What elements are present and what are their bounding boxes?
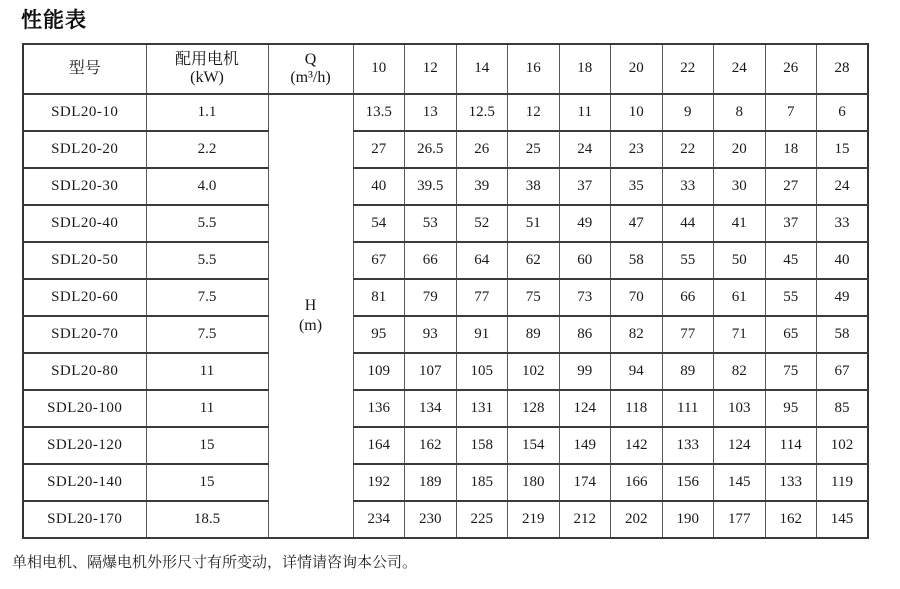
head-value-cell: 128 xyxy=(508,390,560,427)
head-value-cell: 39.5 xyxy=(405,168,457,205)
head-value-cell: 164 xyxy=(353,427,405,464)
head-value-cell: 64 xyxy=(456,242,508,279)
head-value-cell: 20 xyxy=(714,131,766,168)
table-row xyxy=(23,316,868,353)
page-title: 性能表 xyxy=(21,9,87,32)
head-value-cell: 9 xyxy=(662,94,714,131)
head-value-cell: 18 xyxy=(765,131,817,168)
head-value-cell: 154 xyxy=(508,427,560,464)
head-value-cell: 61 xyxy=(714,279,766,316)
model-cell: SDL20-100 xyxy=(23,390,146,427)
head-value-cell: 105 xyxy=(456,353,508,390)
head-value-cell: 41 xyxy=(714,205,766,242)
table-row xyxy=(23,464,868,501)
head-value-cell: 58 xyxy=(611,242,663,279)
head-value-cell: 26 xyxy=(456,131,508,168)
head-value-cell: 82 xyxy=(714,353,766,390)
head-value-cell: 26.5 xyxy=(405,131,457,168)
head-value-cell: 52 xyxy=(456,205,508,242)
head-value-cell: 27 xyxy=(353,131,405,168)
model-cell: SDL20-40 xyxy=(23,205,146,242)
head-value-cell: 44 xyxy=(662,205,714,242)
head-value-cell: 234 xyxy=(353,501,405,538)
head-value-cell: 145 xyxy=(817,501,869,538)
head-value-cell: 58 xyxy=(817,316,869,353)
head-value-cell: 47 xyxy=(611,205,663,242)
header-motor-power-label: 配用电机 xyxy=(174,50,239,68)
head-value-cell: 53 xyxy=(405,205,457,242)
head-value-cell: 102 xyxy=(508,353,560,390)
head-value-cell: 166 xyxy=(611,464,663,501)
head-value-cell: 86 xyxy=(559,316,611,353)
head-value-cell: 62 xyxy=(508,242,560,279)
head-value-cell: 40 xyxy=(353,168,405,205)
head-value-cell: 162 xyxy=(765,501,817,538)
head-value-cell: 77 xyxy=(662,316,714,353)
head-value-cell: 192 xyxy=(353,464,405,501)
table-row xyxy=(23,242,868,279)
table-row xyxy=(23,279,868,316)
head-value-cell: 202 xyxy=(611,501,663,538)
head-unit-cell xyxy=(268,94,353,538)
table-row xyxy=(23,353,868,390)
head-value-cell: 230 xyxy=(405,501,457,538)
power-cell: 11 xyxy=(146,390,268,427)
head-value-cell: 185 xyxy=(456,464,508,501)
head-value-cell: 67 xyxy=(353,242,405,279)
head-value-cell: 38 xyxy=(508,168,560,205)
head-value-cell: 95 xyxy=(765,390,817,427)
head-value-cell: 77 xyxy=(456,279,508,316)
model-cell: SDL20-30 xyxy=(23,168,146,205)
header-motor-power-unit: (kW) xyxy=(190,69,224,86)
flow-header-cell: 16 xyxy=(508,44,560,94)
head-value-cell: 37 xyxy=(559,168,611,205)
head-value-cell: 82 xyxy=(611,316,663,353)
head-value-cell: 219 xyxy=(508,501,560,538)
head-value-cell: 65 xyxy=(765,316,817,353)
header-motor-power xyxy=(146,44,268,94)
table-row xyxy=(23,390,868,427)
head-value-cell: 66 xyxy=(405,242,457,279)
head-value-cell: 75 xyxy=(765,353,817,390)
model-cell: SDL20-60 xyxy=(23,279,146,316)
head-value-cell: 13 xyxy=(405,94,457,131)
head-value-cell: 13.5 xyxy=(353,94,405,131)
header-model: 型号 xyxy=(23,44,146,94)
head-value-cell: 145 xyxy=(714,464,766,501)
head-value-cell: 79 xyxy=(405,279,457,316)
power-cell: 15 xyxy=(146,427,268,464)
power-cell: 5.5 xyxy=(146,242,268,279)
head-value-cell: 75 xyxy=(508,279,560,316)
head-value-cell: 134 xyxy=(405,390,457,427)
power-cell: 5.5 xyxy=(146,205,268,242)
head-value-cell: 27 xyxy=(765,168,817,205)
model-cell: SDL20-80 xyxy=(23,353,146,390)
flow-header-cell: 14 xyxy=(456,44,508,94)
head-value-cell: 71 xyxy=(714,316,766,353)
header-row xyxy=(23,44,868,94)
table-row xyxy=(23,501,868,538)
power-cell: 2.2 xyxy=(146,131,268,168)
head-value-cell: 55 xyxy=(765,279,817,316)
flow-header-cell: 22 xyxy=(662,44,714,94)
table-row xyxy=(23,205,868,242)
head-value-cell: 60 xyxy=(559,242,611,279)
head-value-cell: 124 xyxy=(559,390,611,427)
flow-header-cell: 24 xyxy=(714,44,766,94)
power-cell: 1.1 xyxy=(146,94,268,131)
head-value-cell: 109 xyxy=(353,353,405,390)
flow-header-cell: 18 xyxy=(559,44,611,94)
flow-header-cell: 26 xyxy=(765,44,817,94)
head-value-cell: 8 xyxy=(714,94,766,131)
head-value-cell: 89 xyxy=(508,316,560,353)
head-value-cell: 50 xyxy=(714,242,766,279)
head-value-cell: 158 xyxy=(456,427,508,464)
head-value-cell: 54 xyxy=(353,205,405,242)
head-value-cell: 11 xyxy=(559,94,611,131)
head-value-cell: 136 xyxy=(353,390,405,427)
power-cell: 11 xyxy=(146,353,268,390)
flow-header-cell: 28 xyxy=(817,44,869,94)
head-value-cell: 94 xyxy=(611,353,663,390)
head-value-cell: 111 xyxy=(662,390,714,427)
head-value-cell: 114 xyxy=(765,427,817,464)
head-value-cell: 6 xyxy=(817,94,869,131)
head-value-cell: 12.5 xyxy=(456,94,508,131)
head-value-cell: 39 xyxy=(456,168,508,205)
head-symbol: H xyxy=(304,297,317,314)
model-cell: SDL20-170 xyxy=(23,501,146,538)
head-value-cell: 93 xyxy=(405,316,457,353)
head-value-cell: 30 xyxy=(714,168,766,205)
head-value-cell: 67 xyxy=(817,353,869,390)
table-row xyxy=(23,94,868,131)
head-value-cell: 49 xyxy=(559,205,611,242)
head-value-cell: 35 xyxy=(611,168,663,205)
head-value-cell: 162 xyxy=(405,427,457,464)
head-value-cell: 99 xyxy=(559,353,611,390)
head-value-cell: 131 xyxy=(456,390,508,427)
head-value-cell: 118 xyxy=(611,390,663,427)
head-value-cell: 55 xyxy=(662,242,714,279)
head-value-cell: 45 xyxy=(765,242,817,279)
model-cell: SDL20-70 xyxy=(23,316,146,353)
power-cell: 7.5 xyxy=(146,279,268,316)
head-value-cell: 102 xyxy=(817,427,869,464)
head-value-cell: 142 xyxy=(611,427,663,464)
head-value-cell: 15 xyxy=(817,131,869,168)
head-value-cell: 33 xyxy=(817,205,869,242)
flow-header-cell: 10 xyxy=(353,44,405,94)
head-value-cell: 133 xyxy=(765,464,817,501)
head-value-cell: 37 xyxy=(765,205,817,242)
head-value-cell: 40 xyxy=(817,242,869,279)
head-value-cell: 133 xyxy=(662,427,714,464)
head-value-cell: 174 xyxy=(559,464,611,501)
power-cell: 7.5 xyxy=(146,316,268,353)
head-value-cell: 70 xyxy=(611,279,663,316)
head-value-cell: 7 xyxy=(765,94,817,131)
footnote: 单相电机、隔爆电机外形尺寸有所变动，详情请咨询本公司。 xyxy=(12,554,418,571)
head-value-cell: 212 xyxy=(559,501,611,538)
model-cell: SDL20-50 xyxy=(23,242,146,279)
head-value-cell: 149 xyxy=(559,427,611,464)
head-value-cell: 225 xyxy=(456,501,508,538)
power-cell: 4.0 xyxy=(146,168,268,205)
head-value-cell: 51 xyxy=(508,205,560,242)
head-value-cell: 180 xyxy=(508,464,560,501)
head-value-cell: 24 xyxy=(817,168,869,205)
model-cell: SDL20-10 xyxy=(23,94,146,131)
model-cell: SDL20-120 xyxy=(23,427,146,464)
head-value-cell: 124 xyxy=(714,427,766,464)
head-value-cell: 156 xyxy=(662,464,714,501)
model-cell: SDL20-140 xyxy=(23,464,146,501)
head-value-cell: 24 xyxy=(559,131,611,168)
header-flow-symbol: Q xyxy=(304,50,317,68)
head-value-cell: 81 xyxy=(353,279,405,316)
head-value-cell: 91 xyxy=(456,316,508,353)
table-row xyxy=(23,427,868,464)
head-value-cell: 107 xyxy=(405,353,457,390)
table-row xyxy=(23,131,868,168)
header-flow-unit: (m³/h) xyxy=(290,69,331,86)
head-value-cell: 33 xyxy=(662,168,714,205)
header-flow-q xyxy=(268,44,353,94)
flow-header-cell: 20 xyxy=(611,44,663,94)
head-value-cell: 49 xyxy=(817,279,869,316)
head-value-cell: 66 xyxy=(662,279,714,316)
head-value-cell: 10 xyxy=(611,94,663,131)
flow-header-cell: 12 xyxy=(405,44,457,94)
head-value-cell: 177 xyxy=(714,501,766,538)
head-value-cell: 190 xyxy=(662,501,714,538)
head-value-cell: 12 xyxy=(508,94,560,131)
head-value-cell: 25 xyxy=(508,131,560,168)
head-unit: (m) xyxy=(298,317,323,334)
head-value-cell: 189 xyxy=(405,464,457,501)
head-value-cell: 95 xyxy=(353,316,405,353)
head-value-cell: 22 xyxy=(662,131,714,168)
power-cell: 18.5 xyxy=(146,501,268,538)
head-value-cell: 119 xyxy=(817,464,869,501)
power-cell: 15 xyxy=(146,464,268,501)
model-cell: SDL20-20 xyxy=(23,131,146,168)
head-value-cell: 85 xyxy=(817,390,869,427)
head-value-cell: 73 xyxy=(559,279,611,316)
head-value-cell: 89 xyxy=(662,353,714,390)
head-value-cell: 103 xyxy=(714,390,766,427)
table-row xyxy=(23,168,868,205)
performance-table xyxy=(22,43,869,539)
head-value-cell: 23 xyxy=(611,131,663,168)
